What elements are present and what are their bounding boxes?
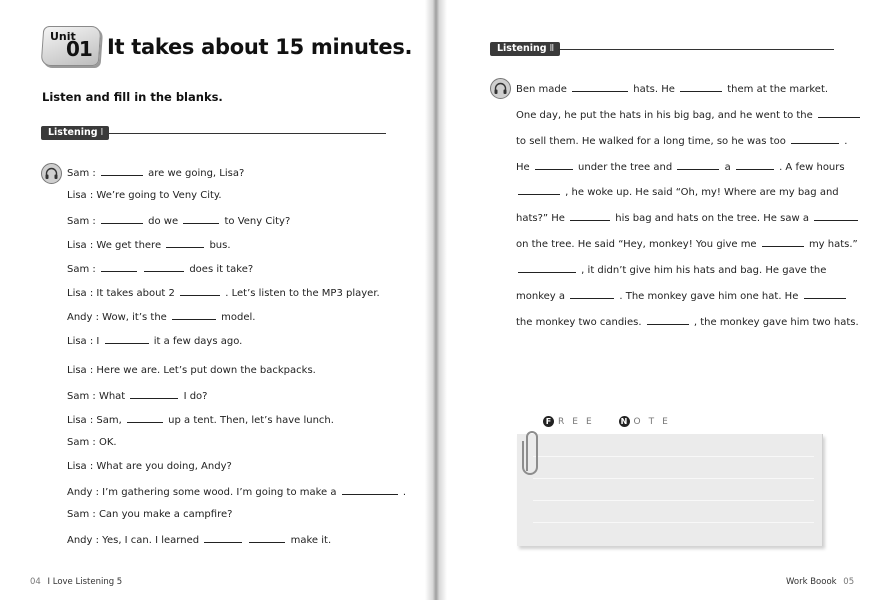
line-text: . The monkey gave him one hat. He: [616, 291, 802, 302]
dialogue-line: [67, 190, 222, 201]
line-text: under the tree and: [574, 162, 676, 173]
line-text: Lisa : Here we are. Let’s put down the backpacks.: [67, 365, 316, 376]
page-number: 05: [843, 577, 855, 587]
headphones-icon[interactable]: [490, 78, 511, 99]
answer-blank[interactable]: [249, 533, 285, 543]
line-text: Sam : What: [67, 391, 129, 402]
paperclip-icon: [521, 427, 541, 479]
answer-blank[interactable]: [342, 485, 398, 495]
line-text: to Veny City?: [221, 216, 291, 227]
dialogue-line: [67, 413, 334, 426]
story-line: [516, 108, 862, 121]
line-text: Andy : I’m gathering some wood. I’m going to make a: [67, 487, 340, 498]
section-label: Listening: [48, 127, 98, 138]
line-text: Lisa : We’re going to Veny City.: [67, 190, 222, 201]
answer-blank[interactable]: [183, 214, 219, 224]
answer-blank[interactable]: [736, 160, 774, 170]
story-line: [516, 185, 839, 198]
dialogue-line: [67, 286, 380, 299]
dialogue-line: [67, 389, 208, 402]
line-text: Lisa : We get there: [67, 240, 165, 251]
answer-blank[interactable]: [172, 310, 216, 320]
answer-blank[interactable]: [572, 82, 628, 92]
unit-word: Unit: [50, 30, 76, 43]
line-text: . Let’s listen to the MP3 player.: [222, 288, 380, 299]
dialogue-line: [67, 334, 242, 347]
answer-blank[interactable]: [518, 263, 576, 273]
answer-blank[interactable]: [101, 166, 143, 176]
section-roman: Ⅰ: [100, 127, 104, 138]
unit-number: 01: [66, 37, 92, 61]
note-letter-n: N: [619, 416, 630, 427]
line-text: monkey a: [516, 291, 569, 302]
answer-blank[interactable]: [762, 237, 804, 247]
line-text: it a few days ago.: [150, 336, 243, 347]
line-text: his bag and hats on the tree. He saw a: [612, 213, 813, 224]
dialogue-line: [67, 485, 406, 498]
answer-blank[interactable]: [518, 185, 560, 195]
dialogue-line: [67, 262, 253, 275]
line-text: He: [516, 162, 533, 173]
dialogue-line: [67, 365, 316, 376]
answer-blank[interactable]: [570, 289, 614, 299]
note-rule: [533, 522, 814, 523]
line-text: the monkey two candies.: [516, 317, 645, 328]
line-text: Lisa : Sam,: [67, 415, 125, 426]
answer-blank[interactable]: [814, 211, 858, 221]
note-letter-f: F: [543, 416, 554, 427]
answer-blank[interactable]: [647, 315, 689, 325]
dialogue-line: [67, 166, 244, 179]
note-text-ree: REE: [558, 417, 600, 427]
line-text: hats. He: [630, 84, 679, 95]
book-gutter: [425, 0, 447, 600]
line-text: Lisa : What are you doing, Andy?: [67, 461, 232, 472]
line-text: , it didn’t give him his hats and bag. He gave the: [578, 265, 827, 276]
footer-right: [786, 577, 854, 587]
note-rule: [533, 478, 814, 479]
dialogue-line: [67, 437, 117, 448]
section-roman: Ⅱ: [549, 43, 555, 54]
answer-blank[interactable]: [680, 82, 722, 92]
section-tab-listening-2: [490, 42, 560, 56]
book-title: I Love Listening 5: [47, 577, 123, 587]
line-text: my hats.”: [805, 239, 858, 250]
story-line: [516, 134, 847, 147]
dialogue-line: [67, 509, 232, 520]
line-text: I do?: [180, 391, 208, 402]
answer-blank[interactable]: [101, 214, 143, 224]
section-rule: [558, 49, 834, 50]
page-title: It takes about 15 minutes.: [107, 35, 413, 59]
line-text: are we going, Lisa?: [144, 168, 245, 179]
answer-blank[interactable]: [677, 160, 719, 170]
line-text: them at the market.: [724, 84, 829, 95]
story-line: [516, 82, 828, 95]
story-line: [516, 211, 860, 224]
note-text-ote: OTE: [633, 417, 676, 427]
line-text: One day, he put the hats in his big bag, and he went to the: [516, 110, 816, 121]
line-text: . A few hours: [775, 162, 845, 173]
dialogue-line: [67, 461, 232, 472]
line-text: Sam :: [67, 216, 99, 227]
story-line: [516, 315, 859, 328]
line-text: , the monkey gave him two hats.: [690, 317, 859, 328]
instruction: Listen and fill in the blanks.: [42, 90, 223, 104]
answer-blank[interactable]: [105, 334, 149, 344]
line-text: on the tree. He said “Hey, monkey! You give me: [516, 239, 760, 250]
section-rule: [109, 133, 386, 134]
answer-blank[interactable]: [804, 289, 846, 299]
dialogue-line: [67, 533, 331, 546]
note-rule: [533, 500, 814, 501]
story-line: [516, 237, 858, 250]
answer-blank[interactable]: [570, 211, 610, 221]
story-line: [516, 160, 845, 173]
line-text: Sam : Can you make a campfire?: [67, 509, 233, 520]
answer-blank[interactable]: [101, 262, 137, 272]
line-text: [139, 264, 142, 275]
line-text: Sam : OK.: [67, 437, 117, 448]
line-text: Sam :: [67, 264, 99, 275]
section-label: Listening: [497, 43, 547, 54]
line-text: Lisa : I: [67, 336, 103, 347]
book-title: Work Boook: [786, 577, 837, 587]
answer-blank[interactable]: [791, 134, 839, 144]
line-text: Andy : Yes, I can. I learned: [67, 535, 203, 546]
dialogue-line: [67, 238, 231, 251]
page-number: 04: [30, 577, 41, 587]
line-text: , he woke up. He said “Oh, my! Where are my bag and: [562, 187, 839, 198]
free-note-box[interactable]: [517, 434, 823, 546]
answer-blank[interactable]: [204, 533, 242, 543]
answer-blank[interactable]: [130, 389, 178, 399]
line-text: to sell them. He walked for a long time, so he was too: [516, 136, 790, 147]
free-note-heading: [543, 416, 676, 427]
footer-left: [30, 577, 122, 587]
line-text: do we: [144, 216, 182, 227]
answer-blank[interactable]: [144, 262, 184, 272]
headphones-icon[interactable]: [41, 163, 62, 184]
story-line: [516, 289, 848, 302]
line-text: hats?” He: [516, 213, 569, 224]
story-line: [516, 263, 826, 276]
line-text: make it.: [287, 535, 332, 546]
line-text: Andy : Wow, it’s the: [67, 312, 170, 323]
line-text: up a tent. Then, let’s have lunch.: [165, 415, 334, 426]
note-rule: [533, 456, 814, 457]
line-text: does it take?: [186, 264, 254, 275]
line-text: bus.: [206, 240, 231, 251]
answer-blank[interactable]: [180, 286, 220, 296]
dialogue-line: [67, 214, 290, 227]
line-text: Sam :: [67, 168, 99, 179]
answer-blank[interactable]: [127, 413, 163, 423]
answer-blank[interactable]: [535, 160, 573, 170]
line-text: [244, 535, 247, 546]
section-tab-listening-1: [41, 126, 109, 140]
dialogue-line: [67, 310, 255, 323]
line-text: Lisa : It takes about 2: [67, 288, 179, 299]
line-text: .: [841, 136, 848, 147]
answer-blank[interactable]: [166, 238, 204, 248]
line-text: model.: [217, 312, 256, 323]
line-text: .: [399, 487, 407, 498]
answer-blank[interactable]: [818, 108, 860, 118]
line-text: Ben made: [516, 84, 571, 95]
line-text: a: [721, 162, 734, 173]
